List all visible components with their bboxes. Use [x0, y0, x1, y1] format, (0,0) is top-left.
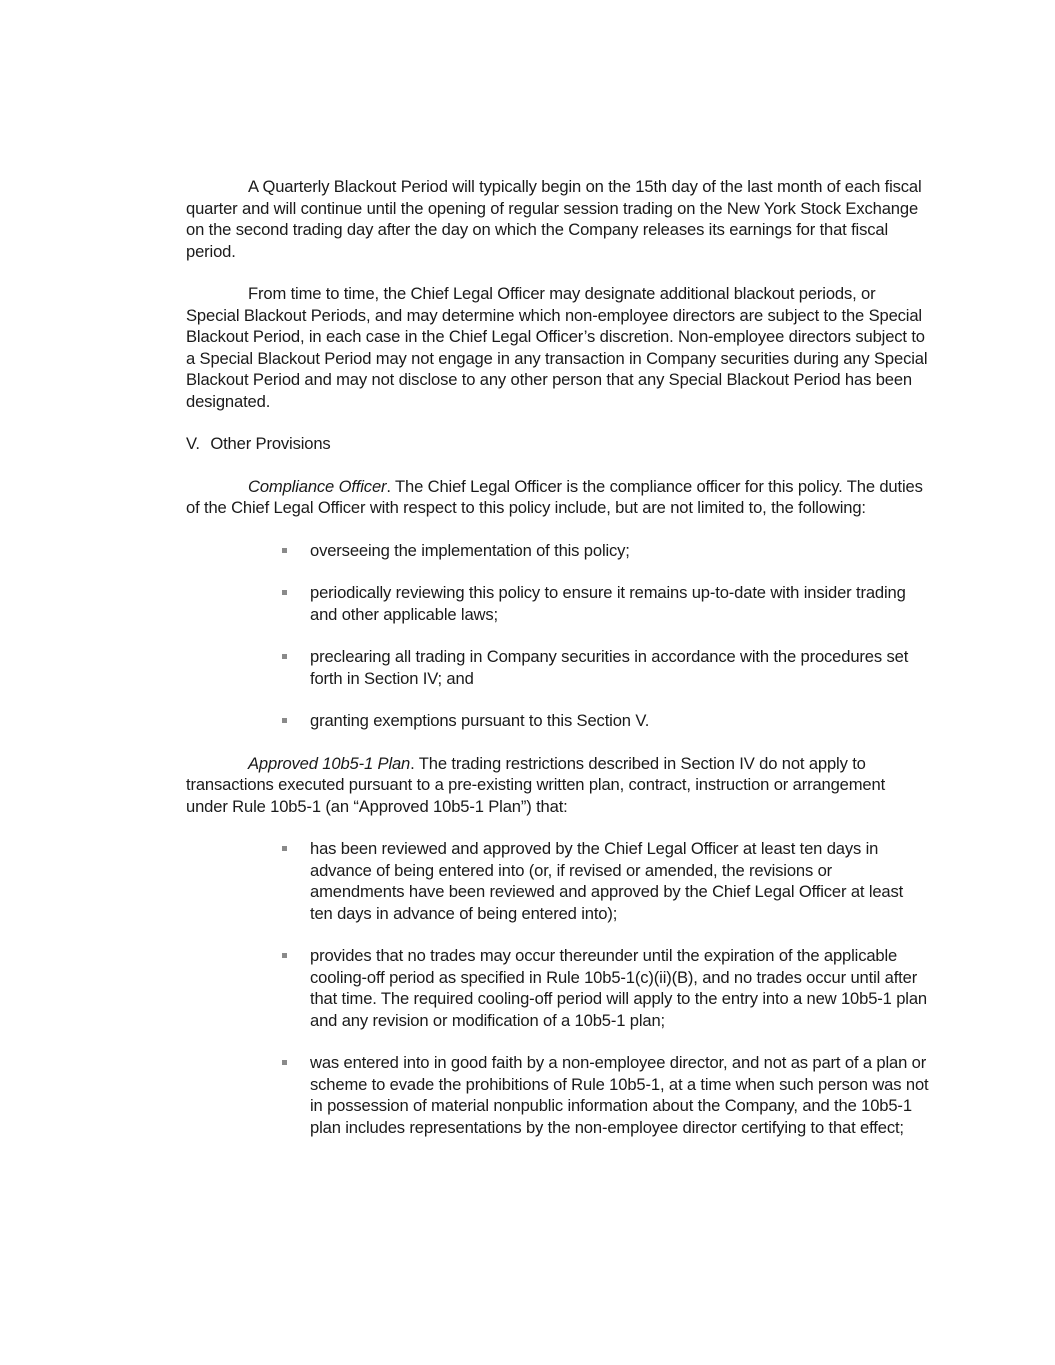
square-bullet-icon [282, 548, 287, 553]
compliance-officer-term: Compliance Officer [248, 476, 387, 496]
section-title: Other Provisions [210, 434, 331, 453]
compliance-officer-paragraph [186, 476, 930, 519]
list-item-text: provides that no trades may occur thereunder until the expiration of the applicable cooling-off period as specified in Rule 10b5-1(c)(ii)(B), and no trades occur until after that time. The required cooling-off period will apply to the entry into a new 10b5-1 plan and any revision or modification of a 10b5-1 plan; [310, 946, 927, 1030]
square-bullet-icon [282, 846, 287, 851]
list-item-text: was entered into in good faith by a non-employee director, and not as part of a plan or scheme to evade the prohibitions of Rule 10b5-1, at a time when such person was not in possession of material nonpublic information about the Company, and the 10b5-1 plan includes representations by the non-employee director certifying to that effect; [310, 1053, 929, 1137]
approved-plan-conditions-list [186, 838, 930, 1138]
list-item-text: has been reviewed and approved by the Chief Legal Officer at least ten days in advance of being entered into (or, if revised or amended, the revisions or amendments have been reviewed and approved by the Chief Legal Officer at least ten days in advance of being entered into); [310, 839, 904, 923]
list-item-text: overseeing the implementation of this policy; [310, 540, 630, 560]
document-page [186, 176, 930, 1159]
approved-plan-text: . The trading restrictions described in Section IV do not apply to transactions executed pursuant to a pre-existing written plan, contract, instruction or arrangement under Rule 10b5-1 (an “Approved 10b5-1 Plan”) that: [186, 753, 886, 816]
square-bullet-icon [282, 1060, 287, 1065]
list-item-text: granting exemptions pursuant to this Section V. [310, 711, 650, 730]
square-bullet-icon [282, 654, 287, 659]
square-bullet-icon [282, 590, 287, 595]
section-v-heading [186, 433, 930, 455]
approved-plan-paragraph [186, 753, 930, 818]
compliance-officer-text: . The Chief Legal Officer is the compliance officer for this policy. The duties of the Chief Legal Officer with respect to this policy include, but are not limited to, the following: [186, 476, 923, 517]
special-blackout-paragraph: From time to time, the Chief Legal Officer may designate additional blackout periods, or Special Blackout Periods, and may determine which non-employee directors are subject to the Special Blackout Period, in each case in the Chief Legal Officer’s discretion. Non-employee directors subject to a Special Blackout Period may not engage in any transaction in Company securities during any Special Blackout Period and may not disclose to any other person that any Special Blackout Period has been designated. [186, 284, 928, 411]
list-item-text: preclearing all trading in Company securities in accordance with the procedures set forth in Section IV; and [310, 647, 909, 688]
quarterly-blackout-paragraph: A Quarterly Blackout Period will typically begin on the 15th day of the last month of each fiscal quarter and will continue until the opening of regular session trading on the New York Stock Exchange on the second trading day after the day on which the Company releases its earnings for that fiscal period. [186, 177, 922, 261]
approved-plan-term: Approved 10b5-1 Plan [248, 753, 411, 773]
list-item [310, 582, 930, 625]
square-bullet-icon [282, 953, 287, 958]
compliance-duties-list [186, 540, 930, 732]
section-number: V. [186, 434, 200, 453]
list-item [310, 646, 930, 689]
list-item [310, 945, 930, 1031]
list-item [310, 838, 930, 924]
list-item [310, 540, 930, 562]
list-item [310, 1052, 930, 1138]
list-item-text: periodically reviewing this policy to ensure it remains up-to-date with insider trading and other applicable laws; [310, 583, 906, 624]
square-bullet-icon [282, 718, 287, 723]
list-item [310, 710, 930, 732]
